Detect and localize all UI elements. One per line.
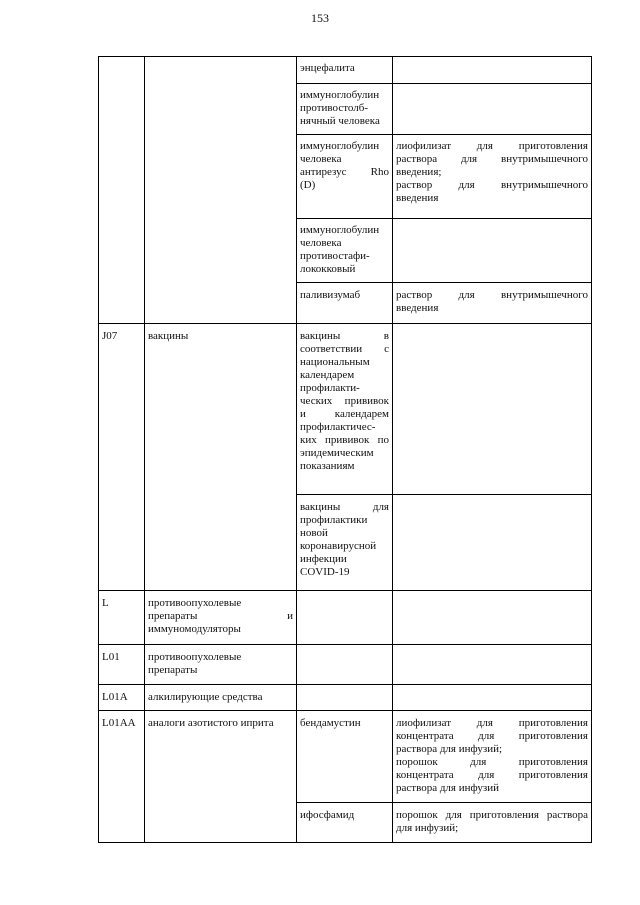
table-row [99,57,592,83]
group-line: противоопухолевые [148,596,242,609]
group-cell [145,644,297,684]
drug-line: коронавирусной [300,539,377,552]
drug-line: календарем [300,368,355,381]
form-cell [393,684,592,710]
form-line: порошок для приготовления раствора [396,808,588,821]
code-text: J07 [102,329,118,342]
group-text: вакцины [148,329,189,342]
code-text: L01 [102,650,120,663]
form-cell [393,644,592,684]
form-cell [393,494,592,590]
form-line: концентрата для приготовления [396,768,588,781]
drug-line: человека [300,152,342,165]
form-cell [393,802,592,842]
drug-cell [297,134,393,218]
form-line: для инфузий; [396,821,459,834]
form-line: раствора для инфузий; [396,742,503,755]
drug-line: национальным [300,355,370,368]
code-cell [99,323,145,590]
form-cell [393,710,592,802]
form-line: раствора для внутримышечного [396,152,588,165]
drug-line: ких прививок по [300,433,389,446]
form-line: введения; [396,165,442,178]
drug-table [98,57,592,843]
drug-cell [297,710,393,802]
drug-line: паливизумаб [300,288,361,301]
drug-cell [297,802,393,842]
form-cell [393,218,592,282]
form-line: раствора для инфузий [396,781,499,794]
drug-cell [297,494,393,590]
drug-line: соответствии с [300,342,389,355]
drug-cell [297,57,393,83]
group-cell [145,684,297,710]
form-cell [393,282,592,323]
drug-line: и календарем [300,407,389,420]
form-line: введения [396,301,439,314]
group-cell [145,57,297,323]
group-line: препараты [148,663,198,676]
drug-line: ческих прививок [300,394,389,407]
drug-cell [297,323,393,494]
code-cell [99,710,145,842]
drug-line: эпидемическим [300,446,374,459]
drug-line: бендамустин [300,716,361,729]
group-line: противоопухолевые [148,650,242,663]
form-cell [393,134,592,218]
drug-line: новой [300,526,328,539]
group-cell [145,710,297,842]
drug-cell [297,644,393,684]
drug-line: иммуноглобулин [300,139,380,152]
code-text: L01A [102,690,128,703]
form-line: введения [396,191,439,204]
form-line: порошок для приготовления [396,755,588,768]
group-cell [145,590,297,644]
group-text: алкилирующие средства [148,690,263,703]
group-line: иммуномодуляторы [148,622,241,635]
drug-cell [297,218,393,282]
form-line: концентрата для приготовления [396,729,588,742]
table-row [99,323,592,494]
form-line: раствор для внутримышечного [396,288,588,301]
drug-line: показаниям [300,459,355,472]
drug-cell [297,282,393,323]
drug-line: вакцины для [300,500,389,513]
table-row [99,684,592,710]
drug-line: противостолб- [300,101,368,114]
drug-line: иммуноглобулин [300,88,380,101]
form-cell [393,590,592,644]
drug-line: профилактики [300,513,368,526]
form-line: лиофилизат для приготовления [396,139,588,152]
drug-line: лококковый [300,262,356,275]
drug-line: ифосфамид [300,808,355,821]
code-text: L [102,596,109,609]
form-cell [393,323,592,494]
drug-line: инфекции [300,552,347,565]
drug-cell [297,590,393,644]
code-text: L01AA [102,716,136,729]
group-cell [145,323,297,590]
form-line: лиофилизат для приготовления [396,716,588,729]
form-cell [393,83,592,134]
form-cell [393,57,592,83]
drug-line: антирезус Rho [300,165,389,178]
drug-line: COVID-19 [300,565,350,578]
drug-line: противостафи- [300,249,370,262]
group-line: препараты и [148,609,293,622]
drug-cell [297,83,393,134]
code-cell [99,57,145,323]
drug-cell [297,684,393,710]
drug-line: профилакти- [300,381,360,394]
drug-line: профилактичес- [300,420,376,433]
table-row [99,590,592,644]
table-row [99,644,592,684]
drug-line: вакцины в [300,329,389,342]
code-cell [99,644,145,684]
group-text: аналоги азотистого иприта [148,716,274,729]
drug-line: энцефалита [300,62,355,74]
drug-line: иммуноглобулин [300,223,380,236]
drug-line: нячный человека [300,114,380,127]
page-number: 153 [311,11,329,25]
drug-line: (D) [300,178,316,191]
code-cell [99,590,145,644]
code-cell [99,684,145,710]
table-row [99,710,592,802]
form-line: раствор для внутримышечного [396,178,588,191]
drug-line: человека [300,236,342,249]
